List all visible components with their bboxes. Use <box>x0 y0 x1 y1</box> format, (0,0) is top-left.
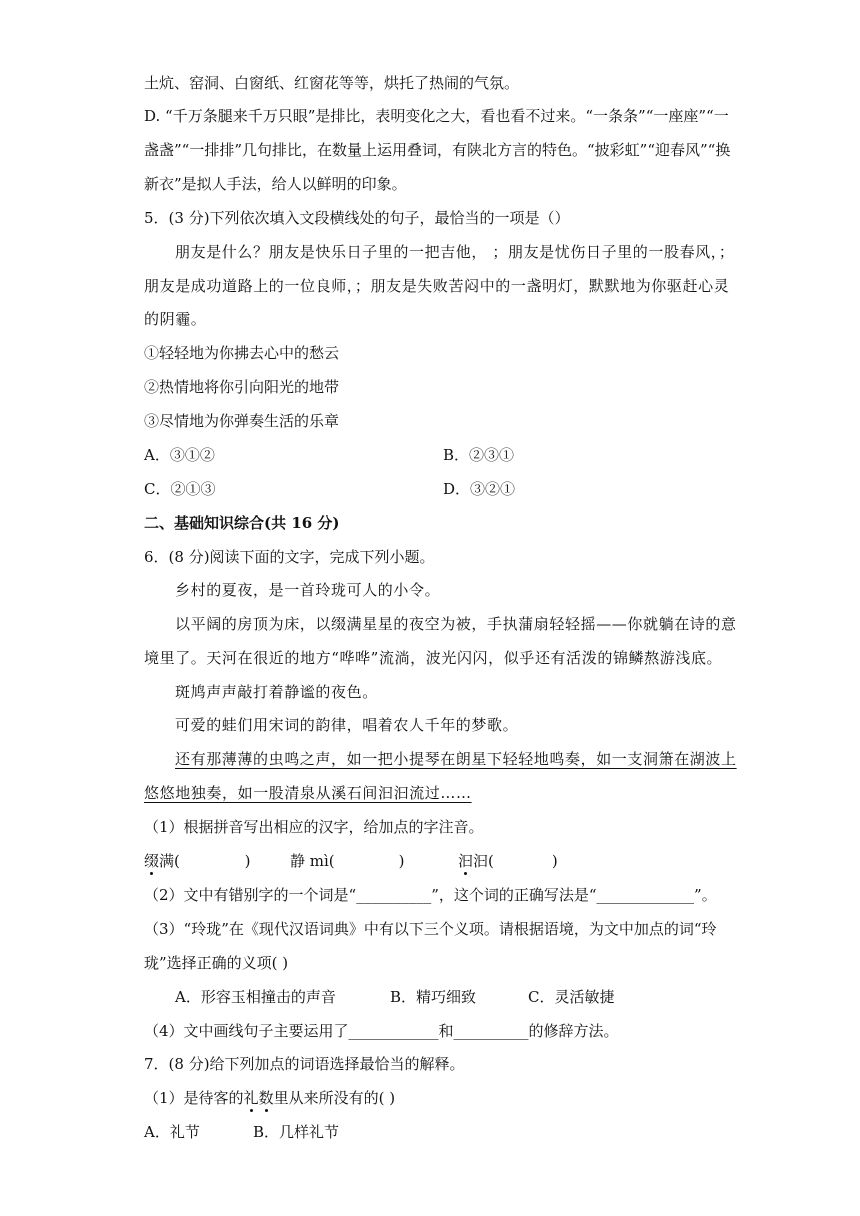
q5-passage-line-1: 朋友是什么？朋友是快乐日子里的一把吉他， ；朋友是忧伤日子里的一股春风，； <box>175 243 735 261</box>
line-1: 土炕、窑洞、白窗纸、红窗花等等，烘托了热闹的气氛。 <box>144 74 520 92</box>
line-4: 新衣”是拟人手法，给人以鲜明的印象。 <box>144 175 407 193</box>
q6-sub-3a: （3）“玲珑”在《现代汉语词典》中有以下三个义项。请根据语境，为文中加点的词“玲 <box>144 920 717 938</box>
q6-passage-p2a: 以平阔的房顶为床，以缀满星星的夜空为被，手执蒲扇轻轻摇——你就躺在诗的意 <box>175 615 737 633</box>
q6-sub3-option-a: A．形容玉相撞击的声音 <box>175 988 336 1006</box>
q6-sub3-option-b: B．精巧细致 <box>390 988 477 1006</box>
q6-sub-2: （2）文中有错别字的一个词是“__________”，这个词的正确写法是“_____________”。 <box>144 886 717 904</box>
q5-passage-line-3: 的阴霾。 <box>144 310 207 328</box>
q6-pinyin-word-2 <box>290 851 405 871</box>
q6-sub-1: （1）根据拼音写出相应的汉字，给加点的字注音。 <box>144 818 484 836</box>
section-2-title: 二、基础知识综合(共 16 分) <box>144 514 340 532</box>
question-5-stem: 5．(3 分)下列依次填入文段横线处的句子，最恰当的一项是（） <box>144 209 570 227</box>
q6-passage-p1: 乡村的夏夜，是一首玲珑可人的小令。 <box>175 581 441 599</box>
q7-sub-1 <box>144 1088 395 1108</box>
q6-passage-p3: 斑鸠声声敲打着静谧的夜色。 <box>175 683 378 701</box>
q7-sub1-suffix: 里从来所没有的( ) <box>273 1089 396 1107</box>
q7-sub1-prefix: （1）是待客的 <box>144 1089 244 1107</box>
paren-close-1: ) <box>244 852 251 870</box>
q6-passage-p2b: 境里了。天河在很近的地方“哗哗”流淌，波光闪闪，似乎还有活泼的锦鳞熬游浅底。 <box>144 649 723 667</box>
q6-sub3-option-c: C．灵活敏捷 <box>528 988 615 1006</box>
q5-option-c: C．②①③ <box>144 480 216 498</box>
q6-sub-3b: 珑”选择正确的义项( ) <box>144 954 289 972</box>
pinyin-word-2: 静 mì( <box>290 852 335 870</box>
q5-item-2: ②热情地将你引向阳光的地带 <box>144 378 340 396</box>
dotted-char-li: 礼 <box>243 1089 259 1107</box>
q6-sub-4: （4）文中画线句子主要运用了____________和__________的修辞方法。 <box>144 1022 619 1040</box>
line-2: D. “千万条腿来千万只眼”是排比，表明变化之大，看也看不过来。“一条条”“一座座”“一 <box>144 107 729 125</box>
q7-option-a: A．礼节 <box>144 1123 200 1141</box>
q5-item-1: ①轻轻地为你拂去心中的愁云 <box>144 344 340 362</box>
q6-pinyin-row <box>144 851 251 871</box>
dotted-char-shu: 数 <box>258 1089 274 1107</box>
q5-option-a: A．③①② <box>144 446 215 464</box>
q5-passage-line-2: 朋友是成功道路上的一位良师，；朋友是失败苦闷中的一盏明灯，默默地为你驱赶心灵 <box>144 277 730 295</box>
q5-option-b: B．②③① <box>443 446 515 464</box>
q6-pinyin-word-3 <box>458 851 558 871</box>
paren-close-3: ) <box>551 852 558 870</box>
question-7-stem: 7．(8 分)给下列加点的词语选择最恰当的解释。 <box>144 1055 465 1073</box>
question-6-stem: 6．(8 分)阅读下面的文字，完成下列小题。 <box>144 548 435 566</box>
q6-underlined-p5b: 悠悠地独奏，如一股清泉从溪石间汩汩流过…… <box>144 784 472 802</box>
q6-passage-p4: 可爱的蛙们用宋词的韵律，唱着农人千年的梦歌。 <box>175 716 519 734</box>
line-3: 盏盏”“一排排”几句排比，在数量上运用叠词，有陕北方言的特色。“披彩虹”“迎春风”“换 <box>144 141 731 159</box>
q5-item-3: ③尽情地为你弹奏生活的乐章 <box>144 412 340 430</box>
q6-underlined-p5a: 还有那薄薄的虫鸣之声，如一把小提琴在朗星下轻轻地鸣奏，如一支洞箫在湖波上 <box>175 750 737 768</box>
pinyin-word-3: 汩( <box>473 852 494 870</box>
q7-option-b: B．几样礼节 <box>253 1123 340 1141</box>
dotted-char-zhui: 缀 <box>144 852 160 870</box>
dotted-char-gu: 汩 <box>458 852 474 870</box>
paren-close-2: ) <box>398 852 405 870</box>
q5-option-d: D．③②① <box>443 480 516 498</box>
pinyin-word-1: 满( <box>159 852 180 870</box>
